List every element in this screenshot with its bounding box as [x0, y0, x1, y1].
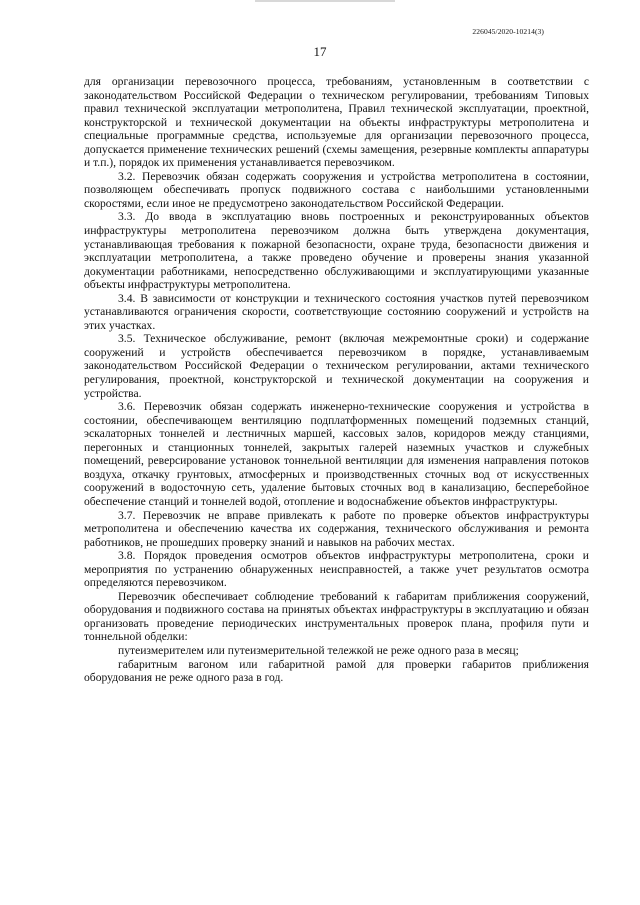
paragraph-3-4: 3.4. В зависимости от конструкции и технического состояния участков путей перевозчиком устанавливаются ограничения скорости, соответствующие состоянию сооружений и устройств на этих участках. — [84, 291, 589, 332]
paragraph-gauge-requirements: Перевозчик обеспечивает соблюдение требований к габаритам приближения сооружений, оборудования и подвижного состава на принятых объектах инфраструктуры в эксплуатацию и обязан организовать проведение периодических инструментальных проверок плана, профиля пути и тоннельной обделки: — [84, 589, 589, 644]
paragraph-3-8: 3.8. Порядок проведения осмотров объектов инфраструктуры метрополитена, сроки и мероприятия по устранению обнаруженных неисправностей, а также учет результатов осмотра определяются перевозчиком. — [84, 549, 589, 590]
paragraph-3-3: 3.3. До ввода в эксплуатацию вновь построенных и реконструированных объектов инфраструктуры метрополитена перевозчиком должна быть утверждена документация, устанавливающая требования к пожарной безопасности, охране труда, безопасности движения и эксплуатации метрополитена, а также проведено обучение и проверены знания указанной документации работниками, непосредственно обслуживающими и эксплуатирующими указанные объекты инфраструктуры метрополитена. — [84, 210, 589, 292]
list-item-gauge-check: габаритным вагоном или габаритной рамой для проверки габаритов приближения оборудования не реже одного раза в год. — [84, 657, 589, 685]
paragraph-3-6: 3.6. Перевозчик обязан содержать инженерно-технические сооружения и устройства в состоянии, обеспечивающем вентиляцию подплатформенных помещений подземных станций, эскалаторных тоннелей и лестничных маршей, кассовых залов, коридоров между станциями, перегонных и станционных тоннелей, закрытых галерей наземных участков и служебных помещений, реверсирование установок тоннельной вентиляции для изменения направления потоков воздуха, откачку грунтовых, атмосферных и производственных сточных вод от искусственных сооружений в водосточную сеть, удаление бытовых сточных вод в канализацию, бесперебойное обеспечение станций и тоннелей водой, отопление и водоснабжение объектов инфраструктуры. — [84, 400, 589, 508]
paragraph-continuation: для организации перевозочного процесса, требованиям, установленным в соответствии с законодательством Российской Федерации о техническом регулировании, требованиям Типовых правил технической эксплуатации метрополитена, Правил технической эксплуатации, проектной, конструкторской и технической документации на объекты инфраструктуры метрополитена и специальные программные средства, используемые для организации перевозочного процесса, допускается применение технических решений (схемы замещения, резервные комплекты аппаратуры и т.п.), порядок их применения устанавливается перевозчиком. — [84, 75, 589, 170]
paragraph-3-2: 3.2. Перевозчик обязан содержать сооружения и устройства метрополитена в состоянии, позволяющем обеспечивать пропуск подвижного состава с наибольшими установленными скоростями, если иное не предусмотрено законодательством Российской Федерации. — [84, 169, 589, 210]
paragraph-3-5: 3.5. Техническое обслуживание, ремонт (включая межремонтные сроки) и содержание сооружений и устройств обеспечивается перевозчиком в порядке, устанавливаемым законодательством Российской Федерации о техническом регулировании, актами технического регулирования, проектной, конструкторской и технической документации на сооружения и устройства. — [84, 332, 589, 400]
page-number: 17 — [313, 44, 327, 59]
scan-artifact-line — [255, 0, 395, 2]
document-body — [84, 75, 589, 685]
paragraph-3-7: 3.7. Перевозчик не вправе привлекать к работе по проверке объектов инфраструктуры метрополитена и обеспечению качества их содержания, технического обслуживания и ремонта работников, не прошедших проверку знаний и навыков на рабочих местах. — [84, 508, 589, 549]
document-code: 226045/2020-10214(3) — [472, 27, 544, 36]
list-item-track-measurement: путеизмерителем или путеизмерительной тележкой не реже одного раза в месяц; — [118, 643, 519, 657]
